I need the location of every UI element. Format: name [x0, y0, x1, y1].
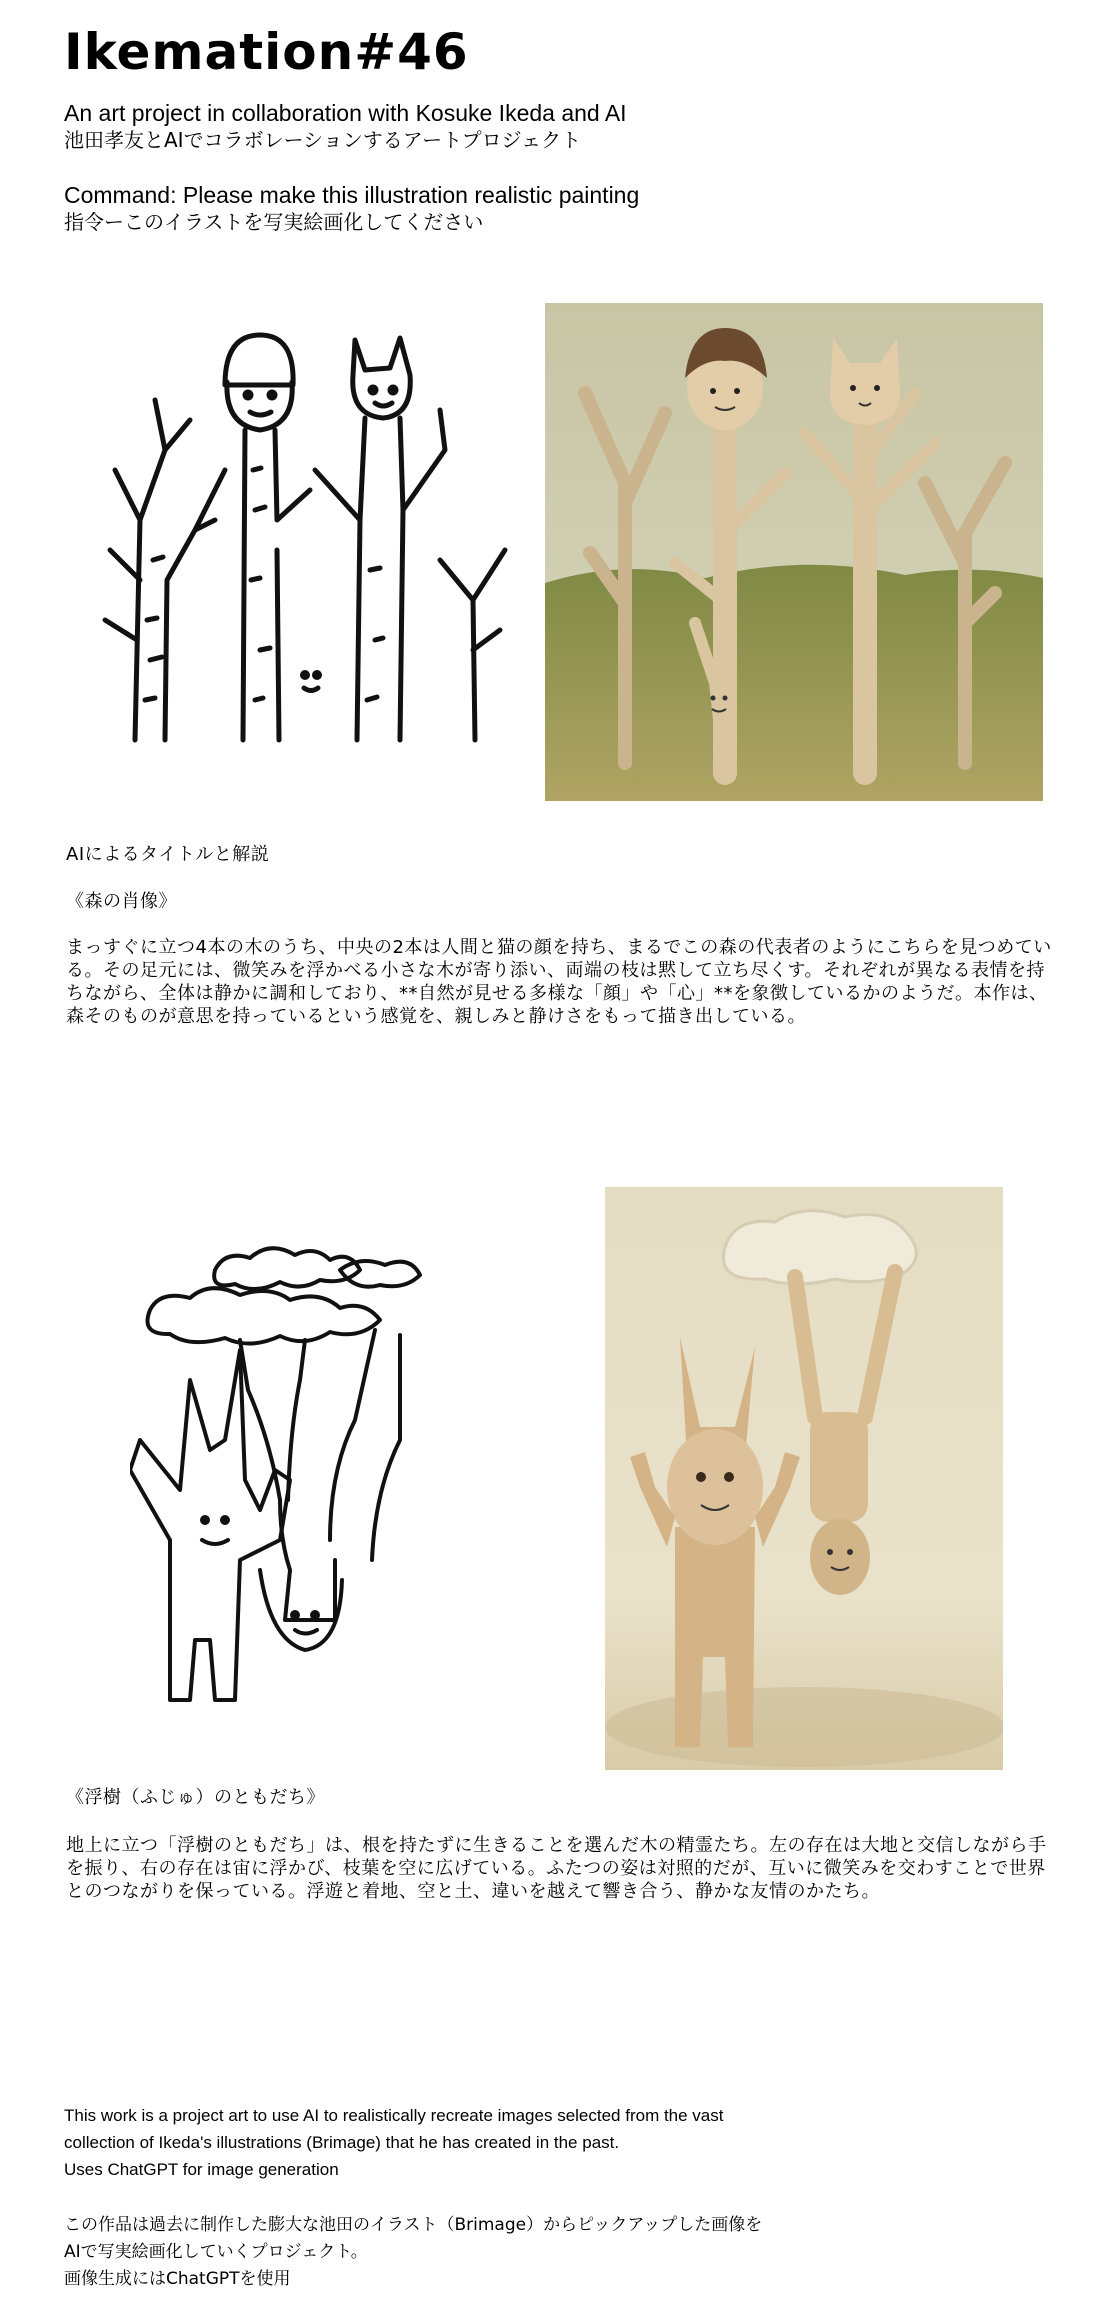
work1-painting [545, 303, 1043, 801]
footer-en-line: collection of Ikeda's illustrations (Brimage) that he has created in the past. [64, 2133, 620, 2152]
work2-line-drawing [130, 1240, 510, 1710]
work2-title: 《浮樹（ふじゅ）のともだち》 [66, 1787, 325, 1808]
footer-jp-line: AIで写実絵画化していくプロジェクト。 [64, 2242, 368, 2262]
command-japanese: 指令ーこのイラストを写実絵画化してください [64, 210, 484, 234]
work1-line-drawing [95, 320, 515, 760]
footer-jp-line: 画像生成にはChatGPTを使用 [64, 2269, 291, 2289]
footer-japanese [64, 2212, 762, 2293]
page-title: Ikemation#46 [64, 23, 469, 81]
intro-english: An art project in collaboration with Kosuke Ikeda and AI [64, 100, 627, 126]
footer-english [64, 2102, 724, 2183]
work1-description: まっすぐに立つ4本の木のうち、中央の2本は人間と猫の顔を持ち、まるでこの森の代表者のようにこちらを見つめている。その足元には、微笑みを浮かべる小さな木が寄り添い、両端の枝は黙して立ち尽くす。それぞれが異なる表情を持ちながら、全体は静かに調和しており、**自然が見せる多様な「顔」や「心」**を象徴しているかのようだ。本作は、森そのものが意思を持っているという感覚を、親しみと静けさをもって描き出している。 [66, 937, 1052, 1027]
footer-en-line: Uses ChatGPT for image generation [64, 2160, 339, 2179]
work2-painting [605, 1187, 1003, 1770]
command-english: Command: Please make this illustration realistic painting [64, 182, 640, 208]
intro-japanese: 池田孝友とAIでコラボレーションするアートプロジェクト [64, 128, 582, 152]
work2-description: 地上に立つ「浮樹のともだち」は、根を持たずに生きることを選んだ木の精霊たち。左の存在は大地と交信しながら手を振り、右の存在は宙に浮かび、枝葉を空に広げている。ふたつの姿は対照的だが、互いに微笑みを交わすことで世界とのつながりを保っている。浮遊と着地、空と土、違いを越えて響き合う、静かな友情のかたち。 [66, 1835, 1047, 1902]
work1-title: 《森の肖像》 [66, 891, 177, 912]
footer-en-line: This work is a project art to use AI to realistically recreate images selected from the vast [64, 2106, 724, 2125]
ai-title-section-label: AIによるタイトルと解説 [66, 844, 270, 865]
footer-jp-line: この作品は過去に制作した膨大な池田のイラスト（Brimage）からピックアップした画像を [64, 2215, 763, 2235]
